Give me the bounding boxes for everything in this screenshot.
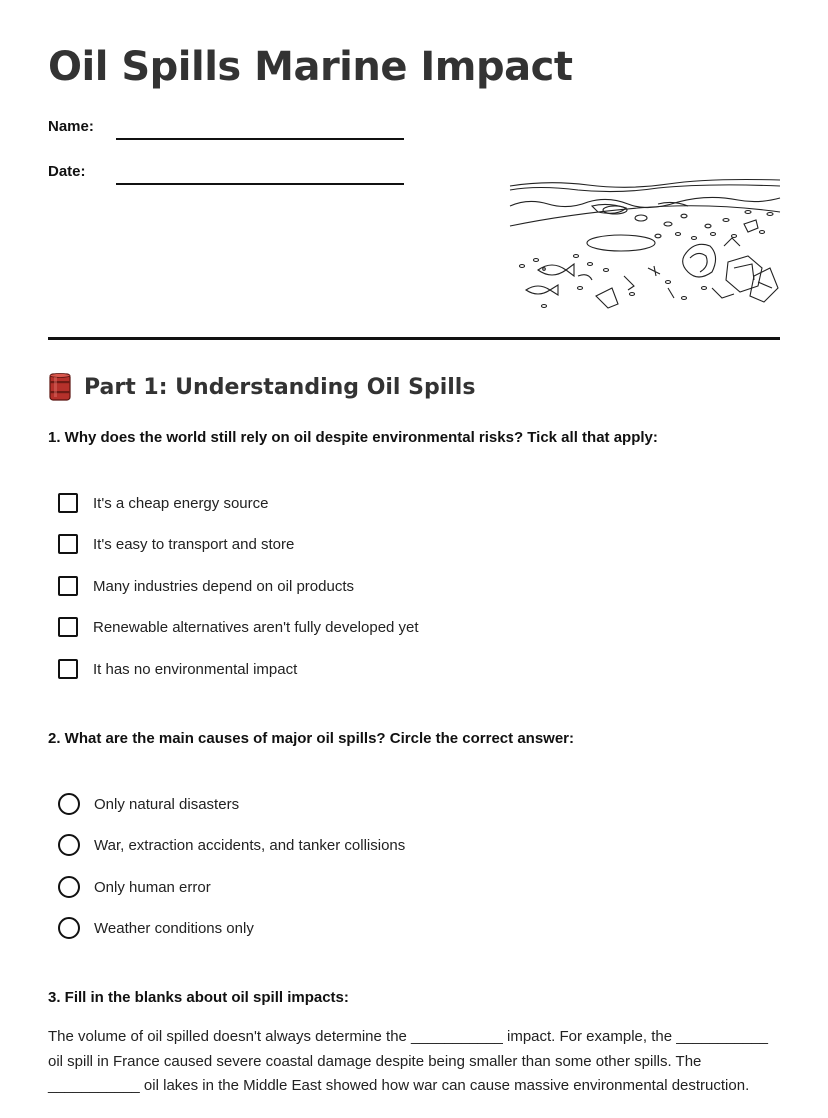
q3-fill-in-paragraph: The volume of oil spilled doesn't always determine the ___________ impact. For example, the ___________ oil spill in France caused severe coastal damage despite being smaller than some other spills. The ___________ oil lakes in the Middle East showed how war can cause massive environmental destruction. [48, 1028, 768, 1094]
q2-option-label: War, extraction accidents, and tanker collisions [94, 836, 406, 854]
q1-checkbox-5[interactable] [58, 659, 78, 679]
part1-heading [48, 372, 475, 402]
q2-radio-2[interactable] [58, 834, 80, 856]
q1-option-label: It has no environmental impact [93, 660, 298, 678]
q2-option-2[interactable] [58, 833, 405, 857]
q1-option-2[interactable] [58, 532, 294, 556]
q2-radio-4[interactable] [58, 917, 80, 939]
question-2-prompt: 2. What are the main causes of major oil spills? Circle the correct answer: [48, 730, 575, 747]
question-1-prompt: 1. Why does the world still rely on oil despite environmental risks? Tick all that apply: [48, 429, 658, 446]
q1-checkbox-3[interactable] [58, 576, 78, 596]
q2-option-label: Only human error [94, 878, 211, 896]
oil-barrel-icon [48, 372, 72, 402]
name-label: Name: [48, 118, 94, 135]
q2-option-3[interactable] [58, 875, 211, 899]
q1-checkbox-1[interactable] [58, 493, 78, 513]
q1-option-5[interactable] [58, 657, 297, 681]
header-divider [48, 337, 780, 340]
page-title: Oil Spills Marine Impact [48, 44, 573, 90]
q1-option-4[interactable] [58, 615, 419, 639]
question-3-prompt: 3. Fill in the blanks about oil spill impacts: [48, 989, 349, 1006]
q1-option-label: Many industries depend on oil products [93, 577, 354, 595]
part1-heading-text: Part 1: Understanding Oil Spills [84, 374, 476, 400]
date-field-row [48, 163, 408, 193]
q1-option-label: Renewable alternatives aren't fully developed yet [93, 618, 419, 636]
q2-radio-1[interactable] [58, 793, 80, 815]
q1-option-1[interactable] [58, 491, 268, 515]
q2-radio-3[interactable] [58, 876, 80, 898]
q1-option-label: It's a cheap energy source [93, 494, 269, 512]
q2-option-label: Only natural disasters [94, 795, 240, 813]
date-field[interactable] [116, 183, 404, 185]
name-field[interactable] [116, 138, 404, 140]
oil-polluted-beach-illustration [508, 176, 782, 314]
date-label: Date: [48, 163, 86, 180]
q2-option-1[interactable] [58, 792, 239, 816]
q1-checkbox-4[interactable] [58, 617, 78, 637]
q1-option-3[interactable] [58, 574, 354, 598]
q2-option-label: Weather conditions only [94, 919, 254, 937]
name-field-row [48, 118, 408, 148]
q2-option-4[interactable] [58, 916, 254, 940]
q1-checkbox-2[interactable] [58, 534, 78, 554]
q1-option-label: It's easy to transport and store [93, 535, 295, 553]
